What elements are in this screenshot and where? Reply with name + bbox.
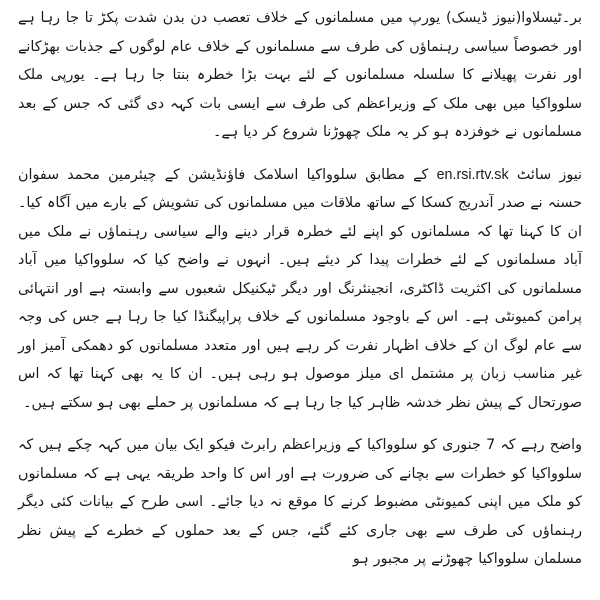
paragraph-foundation-meeting	[18, 161, 582, 418]
paragraph-foundation-body: کے مطابق سلوواکیا اسلامک فاؤنڈیشن کے چیئرمین محمد سفوان حسنہ نے صدر آندریج کسکا کے ساتھ ملاقات میں مسلمانوں کی تشویش کے بارے میں آگاہ کیا۔ ان کا کہنا تھا کہ مسلمانوں کو اپنے لئے خطرہ قرار دینے والے سیاسی رہنماؤں نے ملک میں آباد مسلمانوں کے لئے خطرات پیدا کر دیئے ہیں۔ انہوں نے واضح کیا کہ سلوواکیا میں آباد مسلمانوں کی اکثریت ڈاکٹری، انجینئرنگ اور دیگر ٹیکنیکل شعبوں سے وابستہ ہے اور انتہائی پرامن کمیونٹی ہے۔ اس کے باوجود مسلمانوں کے خلاف پراپیگنڈا کیا جا رہا ہے جس کی وجہ سے عام لوگ ان کے خلاف اظہار نفرت کر رہے ہیں اور متعدد مسلمانوں کو دھمکی آمیز اور غیر مناسب زبان پر مشتمل ای میلز موصول ہو رہی ہیں۔ ان کا یہ بھی کہنا تھا کہ اس صورتحال کے پیش نظر خدشہ ظاہر کیا جا رہا ہے کہ مسلمانوں پر حملے بھی ہو سکتے ہیں۔	[18, 166, 582, 411]
article-body	[18, 4, 582, 600]
paragraph-foundation-lead: نیوز سائٹ	[508, 166, 582, 183]
news-site-name: en.rsi.rtv.sk	[436, 166, 509, 183]
paragraph-prime-minister: واضح رہے کہ 7 جنوری کو سلوواکیا کے وزیراعظم رابرٹ فیکو ایک بیان میں کہہ چکے ہیں کہ سلوواکیا کو خطرات سے بچانے کی ضرورت ہے اور اس کا واحد طریقہ یہی ہے کہ مسلمانوں کو ملک میں اپنی کمیونٹی مضبوط کرنے کا موقع نہ دیا جائے۔ اسی طرح کے بیانات کئی دیگر رہنماؤں کی طرف سے بھی جاری کئے گئے، جس کے بعد حملوں کے خطرے کے پیش نظر مسلمان سلوواکیا چھوڑنے پر مجبور ہو	[18, 437, 582, 567]
paragraph-intro: بر۔ٹیسلاوا(نیوز ڈیسک) یورپ میں مسلمانوں کے خلاف تعصب دن بدن شدت پکڑ تا جا رہا ہے اور خصوصاً سیاسی رہنماؤں کی طرف سے مسلمانوں کے خلاف عام لوگوں کے جذبات بھڑکانے اور نفرت پھیلانے کا سلسلہ مسلمانوں کے لئے بہت بڑا خطرہ بنتا جا رہا ہے۔ یورپی ملک سلوواکیا میں بھی ملک کے وزیراعظم کی طرف سے ایسی بات کہہ دی گئی کہ جس کے بعد مسلمانوں نے خوفزدہ ہو کر یہ ملک چھوڑنا شروع کر دیا ہے۔	[18, 10, 582, 140]
